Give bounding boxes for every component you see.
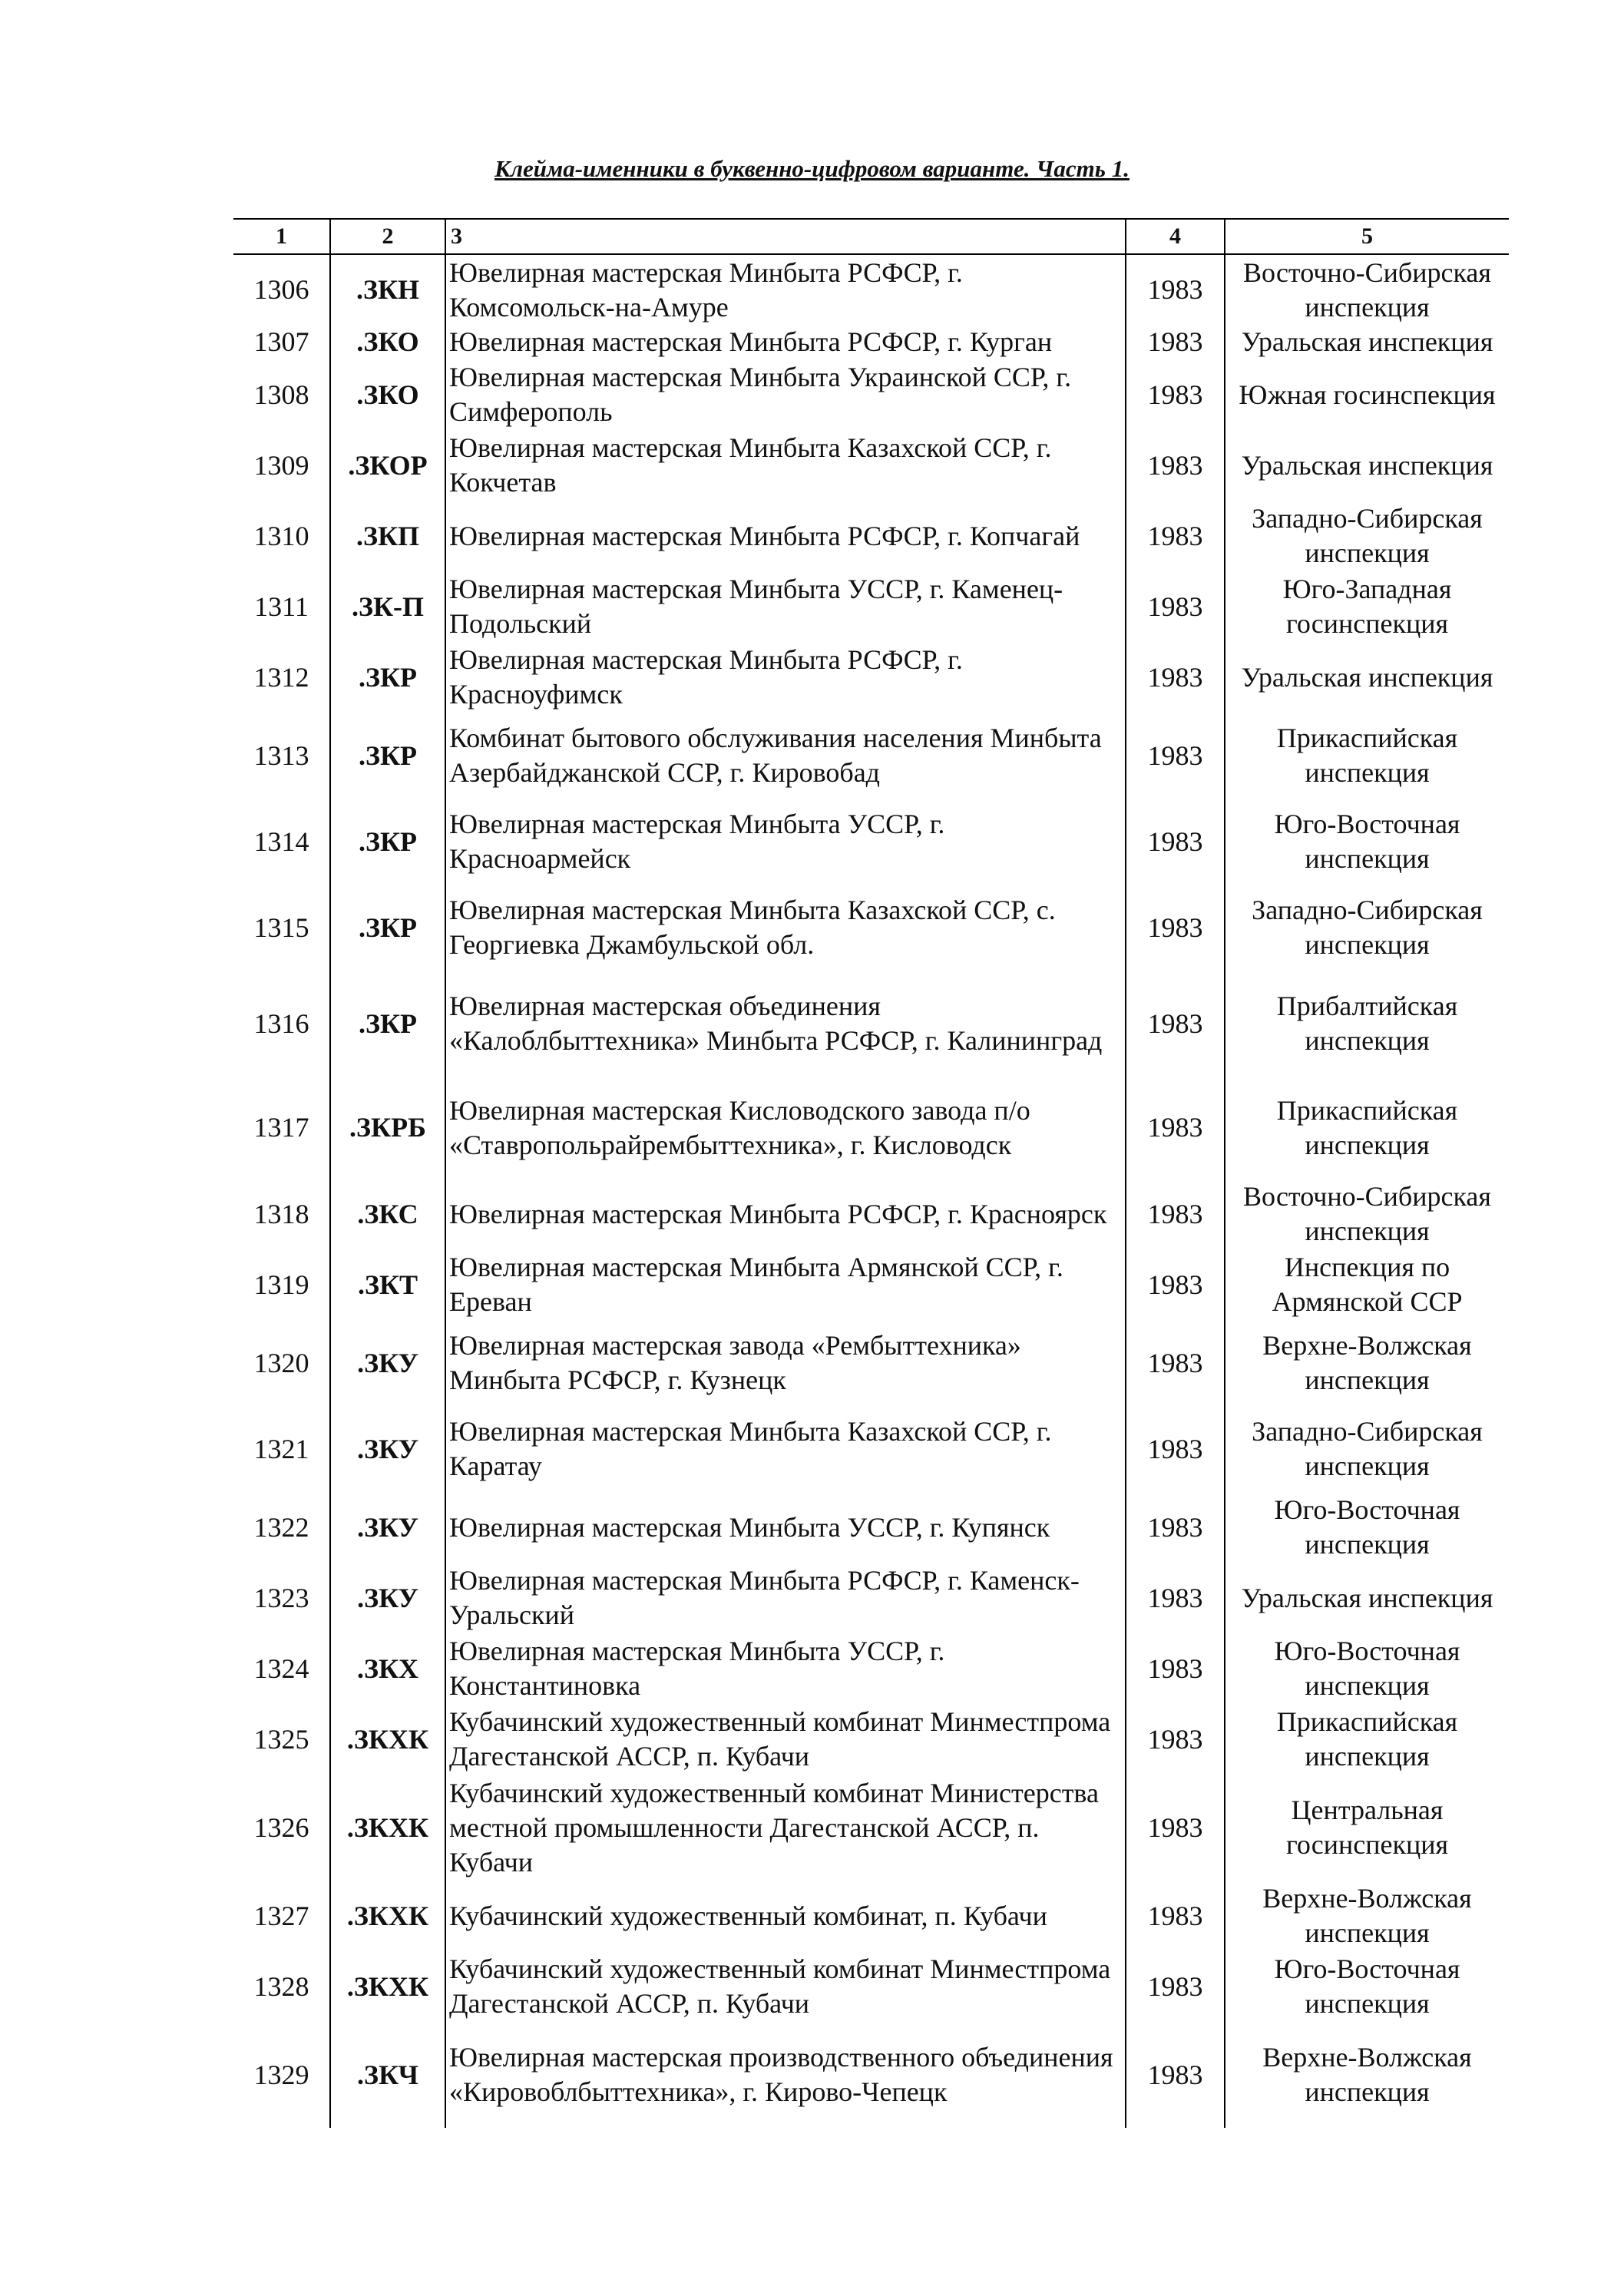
table-row (233, 1179, 1509, 1249)
stamp-number: 1306 (253, 274, 309, 305)
inspection-name: Юго-Восточная инспекция (1225, 799, 1509, 885)
table-row (233, 1881, 1509, 1951)
stamp-number: 1326 (253, 1811, 309, 1843)
organization-name: Ювелирная мастерская Минбыта РСФСР, г. Красноярск (445, 1179, 1126, 1249)
table-row (233, 971, 1509, 1077)
stamps-table (233, 218, 1509, 2128)
stamp-code: .ЗКН (330, 254, 445, 325)
organization-name: Ювелирная мастерская Минбыта Казахской ССР, с. Георгиевка Джамбульской обл. (445, 885, 1126, 971)
table-row (233, 359, 1509, 430)
year-value: 1983 (1126, 254, 1225, 325)
organization-name: Ювелирная мастерская Кисловодского завода п/о «Ставропольрайрембыттехника», г. Кисловодск (445, 1077, 1126, 1179)
column-header-5: 5 (1225, 219, 1509, 254)
stamp-number: 1317 (253, 1112, 309, 1143)
inspection-name: Юго-Восточная инспекция (1225, 1492, 1509, 1563)
stamp-code: .ЗКР (330, 885, 445, 971)
stamp-code: .ЗКТ (330, 1249, 445, 1320)
stamp-code: .ЗКУ (330, 1320, 445, 1406)
column-header-2: 2 (330, 219, 445, 254)
stamp-number: 1310 (253, 520, 309, 551)
table-body (233, 254, 1509, 2128)
inspection-name: Верхне-Волжская инспекция (1225, 1320, 1509, 1406)
inspection-name: Верхне-Волжская инспекция (1225, 2022, 1509, 2128)
year-value: 1983 (1126, 1179, 1225, 1249)
column-header-1: 1 (233, 219, 330, 254)
inspection-name: Прикаспийская инспекция (1225, 1077, 1509, 1179)
stamp-number: 1327 (253, 1900, 309, 1931)
table-row (233, 1320, 1509, 1406)
stamp-number: 1316 (253, 1007, 309, 1039)
page-title: Клейма-именники в буквенно-цифровом варианте. Часть 1. (494, 155, 1130, 182)
organization-name: Ювелирная мастерская завода «Рембыттехника» Минбыта РСФСР, г. Кузнецк (445, 1320, 1126, 1406)
inspection-name: Западно-Сибирская инспекция (1225, 501, 1509, 571)
inspection-name: Уральская инспекция (1225, 325, 1509, 359)
stamp-code: .ЗКР (330, 713, 445, 799)
column-header-3: 3 (445, 219, 1126, 254)
inspection-name: Уральская инспекция (1225, 642, 1509, 713)
stamp-code: .ЗКС (330, 1179, 445, 1249)
year-value: 1983 (1126, 1492, 1225, 1563)
stamp-number: 1319 (253, 1269, 309, 1300)
stamp-code: .ЗКОР (330, 430, 445, 501)
table-row (233, 1951, 1509, 2022)
table-row (233, 1775, 1509, 1881)
inspection-name: Юго-Восточная инспекция (1225, 1951, 1509, 2022)
organization-name: Ювелирная мастерская объединения «Калоблбыттехника» Минбыта РСФСР, г. Калининград (445, 971, 1126, 1077)
table-row (233, 325, 1509, 359)
stamp-number: 1309 (253, 449, 309, 481)
stamp-number: 1325 (253, 1723, 309, 1755)
table-row (233, 2022, 1509, 2128)
year-value: 1983 (1126, 359, 1225, 430)
table-row (233, 1249, 1509, 1320)
inspection-name: Южная госинспекция (1225, 359, 1509, 430)
stamp-number: 1323 (253, 1582, 309, 1613)
stamp-number: 1313 (253, 739, 309, 771)
table-row (233, 1492, 1509, 1563)
stamp-code: .ЗКЧ (330, 2022, 445, 2128)
stamp-code: .ЗКХК (330, 1704, 445, 1775)
stamp-number: 1308 (253, 379, 309, 410)
year-value: 1983 (1126, 430, 1225, 501)
stamp-code: .ЗКХК (330, 1951, 445, 2022)
year-value: 1983 (1126, 325, 1225, 359)
stamp-code: .ЗКР (330, 642, 445, 713)
organization-name: Ювелирная мастерская Минбыта Армянской ССР, г. Ереван (445, 1249, 1126, 1320)
inspection-name: Прикаспийская инспекция (1225, 1704, 1509, 1775)
inspection-name: Инспекция по Армянской ССР (1225, 1249, 1509, 1320)
stamp-number: 1322 (253, 1511, 309, 1543)
organization-name: Ювелирная мастерская Минбыта РСФСР, г. Копчагай (445, 501, 1126, 571)
table-row (233, 571, 1509, 642)
table-row (233, 1077, 1509, 1179)
column-header-4: 4 (1126, 219, 1225, 254)
inspection-name: Юго-Западная госинспекция (1225, 571, 1509, 642)
organization-name: Ювелирная мастерская производственного объединения «Кировоблбыттехника», г. Кирово-Чепецк (445, 2022, 1126, 2128)
year-value: 1983 (1126, 1881, 1225, 1951)
year-value: 1983 (1126, 1320, 1225, 1406)
stamp-code: .ЗКРБ (330, 1077, 445, 1179)
year-value: 1983 (1126, 971, 1225, 1077)
table-row (233, 713, 1509, 799)
organization-name: Ювелирная мастерская Минбыта Казахской ССР, г. Кокчетав (445, 430, 1126, 501)
inspection-name: Западно-Сибирская инспекция (1225, 885, 1509, 971)
year-value: 1983 (1126, 571, 1225, 642)
stamp-code: .ЗКР (330, 971, 445, 1077)
inspection-name: Западно-Сибирская инспекция (1225, 1406, 1509, 1492)
stamp-number: 1328 (253, 1970, 309, 2002)
organization-name: Кубачинский художественный комбинат Минместпрома Дагестанской АССР, п. Кубачи (445, 1951, 1126, 2022)
stamp-number: 1324 (253, 1653, 309, 1684)
organization-name: Ювелирная мастерская Минбыта РСФСР, г. Курган (445, 325, 1126, 359)
year-value: 1983 (1126, 1951, 1225, 2022)
inspection-name: Прикаспийская инспекция (1225, 713, 1509, 799)
year-value: 1983 (1126, 1633, 1225, 1704)
inspection-name: Восточно-Сибирская инспекция (1225, 254, 1509, 325)
stamp-code: .ЗКХК (330, 1775, 445, 1881)
year-value: 1983 (1126, 885, 1225, 971)
organization-name: Кубачинский художественный комбинат Минместпрома Дагестанской АССР, п. Кубачи (445, 1704, 1126, 1775)
table-row (233, 430, 1509, 501)
organization-name: Ювелирная мастерская Минбыта РСФСР, г. Каменск-Уральский (445, 1563, 1126, 1633)
inspection-name: Прибалтийская инспекция (1225, 971, 1509, 1077)
stamp-code: .ЗК-П (330, 571, 445, 642)
stamp-code: .ЗКУ (330, 1563, 445, 1633)
year-value: 1983 (1126, 1406, 1225, 1492)
table-row (233, 254, 1509, 325)
stamp-number: 1314 (253, 825, 309, 857)
organization-name: Ювелирная мастерская Минбыта УССР, г. Красноармейск (445, 799, 1126, 885)
inspection-name: Верхне-Волжская инспекция (1225, 1881, 1509, 1951)
stamp-code: .ЗКО (330, 359, 445, 430)
stamp-number: 1320 (253, 1347, 309, 1378)
organization-name: Ювелирная мастерская Минбыта Украинской ССР, г. Симферополь (445, 359, 1126, 430)
year-value: 1983 (1126, 1563, 1225, 1633)
year-value: 1983 (1126, 501, 1225, 571)
stamp-code: .ЗКХК (330, 1881, 445, 1951)
stamp-number: 1318 (253, 1198, 309, 1229)
stamp-number: 1312 (253, 661, 309, 693)
year-value: 1983 (1126, 1077, 1225, 1179)
stamp-number: 1311 (254, 591, 309, 622)
inspection-name: Уральская инспекция (1225, 430, 1509, 501)
organization-name: Кубачинский художественный комбинат, п. Кубачи (445, 1881, 1126, 1951)
stamp-code: .ЗКХ (330, 1633, 445, 1704)
table-row (233, 885, 1509, 971)
stamp-code: .ЗКР (330, 799, 445, 885)
organization-name: Ювелирная мастерская Минбыта Казахской ССР, г. Каратау (445, 1406, 1126, 1492)
inspection-name: Юго-Восточная инспекция (1225, 1633, 1509, 1704)
table-row (233, 1704, 1509, 1775)
table-row (233, 642, 1509, 713)
year-value: 1983 (1126, 2022, 1225, 2128)
year-value: 1983 (1126, 799, 1225, 885)
inspection-name: Восточно-Сибирская инспекция (1225, 1179, 1509, 1249)
organization-name: Ювелирная мастерская Минбыта РСФСР, г. Красноуфимск (445, 642, 1126, 713)
table-header (233, 219, 1509, 254)
table-row (233, 1563, 1509, 1633)
table-row (233, 501, 1509, 571)
year-value: 1983 (1126, 713, 1225, 799)
stamp-number: 1307 (253, 326, 309, 357)
organization-name: Ювелирная мастерская Минбыта УССР, г. Каменец-Подольский (445, 571, 1126, 642)
inspection-name: Уральская инспекция (1225, 1563, 1509, 1633)
stamp-number: 1321 (253, 1433, 309, 1464)
stamp-number: 1315 (253, 911, 309, 943)
organization-name: Ювелирная мастерская Минбыта УССР, г. Константиновка (445, 1633, 1126, 1704)
year-value: 1983 (1126, 1704, 1225, 1775)
table-row (233, 799, 1509, 885)
organization-name: Кубачинский художественный комбинат Министерства местной промышленности Дагестанской АССР, п. Кубачи (445, 1775, 1126, 1881)
year-value: 1983 (1126, 1775, 1225, 1881)
stamp-code: .ЗКУ (330, 1492, 445, 1563)
stamp-code: .ЗКП (330, 501, 445, 571)
stamp-number: 1329 (253, 2059, 309, 2090)
stamp-code: .ЗКО (330, 325, 445, 359)
table-row (233, 1633, 1509, 1704)
table-row (233, 1406, 1509, 1492)
year-value: 1983 (1126, 642, 1225, 713)
stamp-code: .ЗКУ (330, 1406, 445, 1492)
organization-name: Ювелирная мастерская Минбыта УССР, г. Купянск (445, 1492, 1126, 1563)
year-value: 1983 (1126, 1249, 1225, 1320)
organization-name: Комбинат бытового обслуживания населения Минбыта Азербайджанской ССР, г. Кировобад (445, 713, 1126, 799)
organization-name: Ювелирная мастерская Минбыта РСФСР, г. Комсомольск-на-Амуре (445, 254, 1126, 325)
inspection-name: Центральная госинспекция (1225, 1775, 1509, 1881)
